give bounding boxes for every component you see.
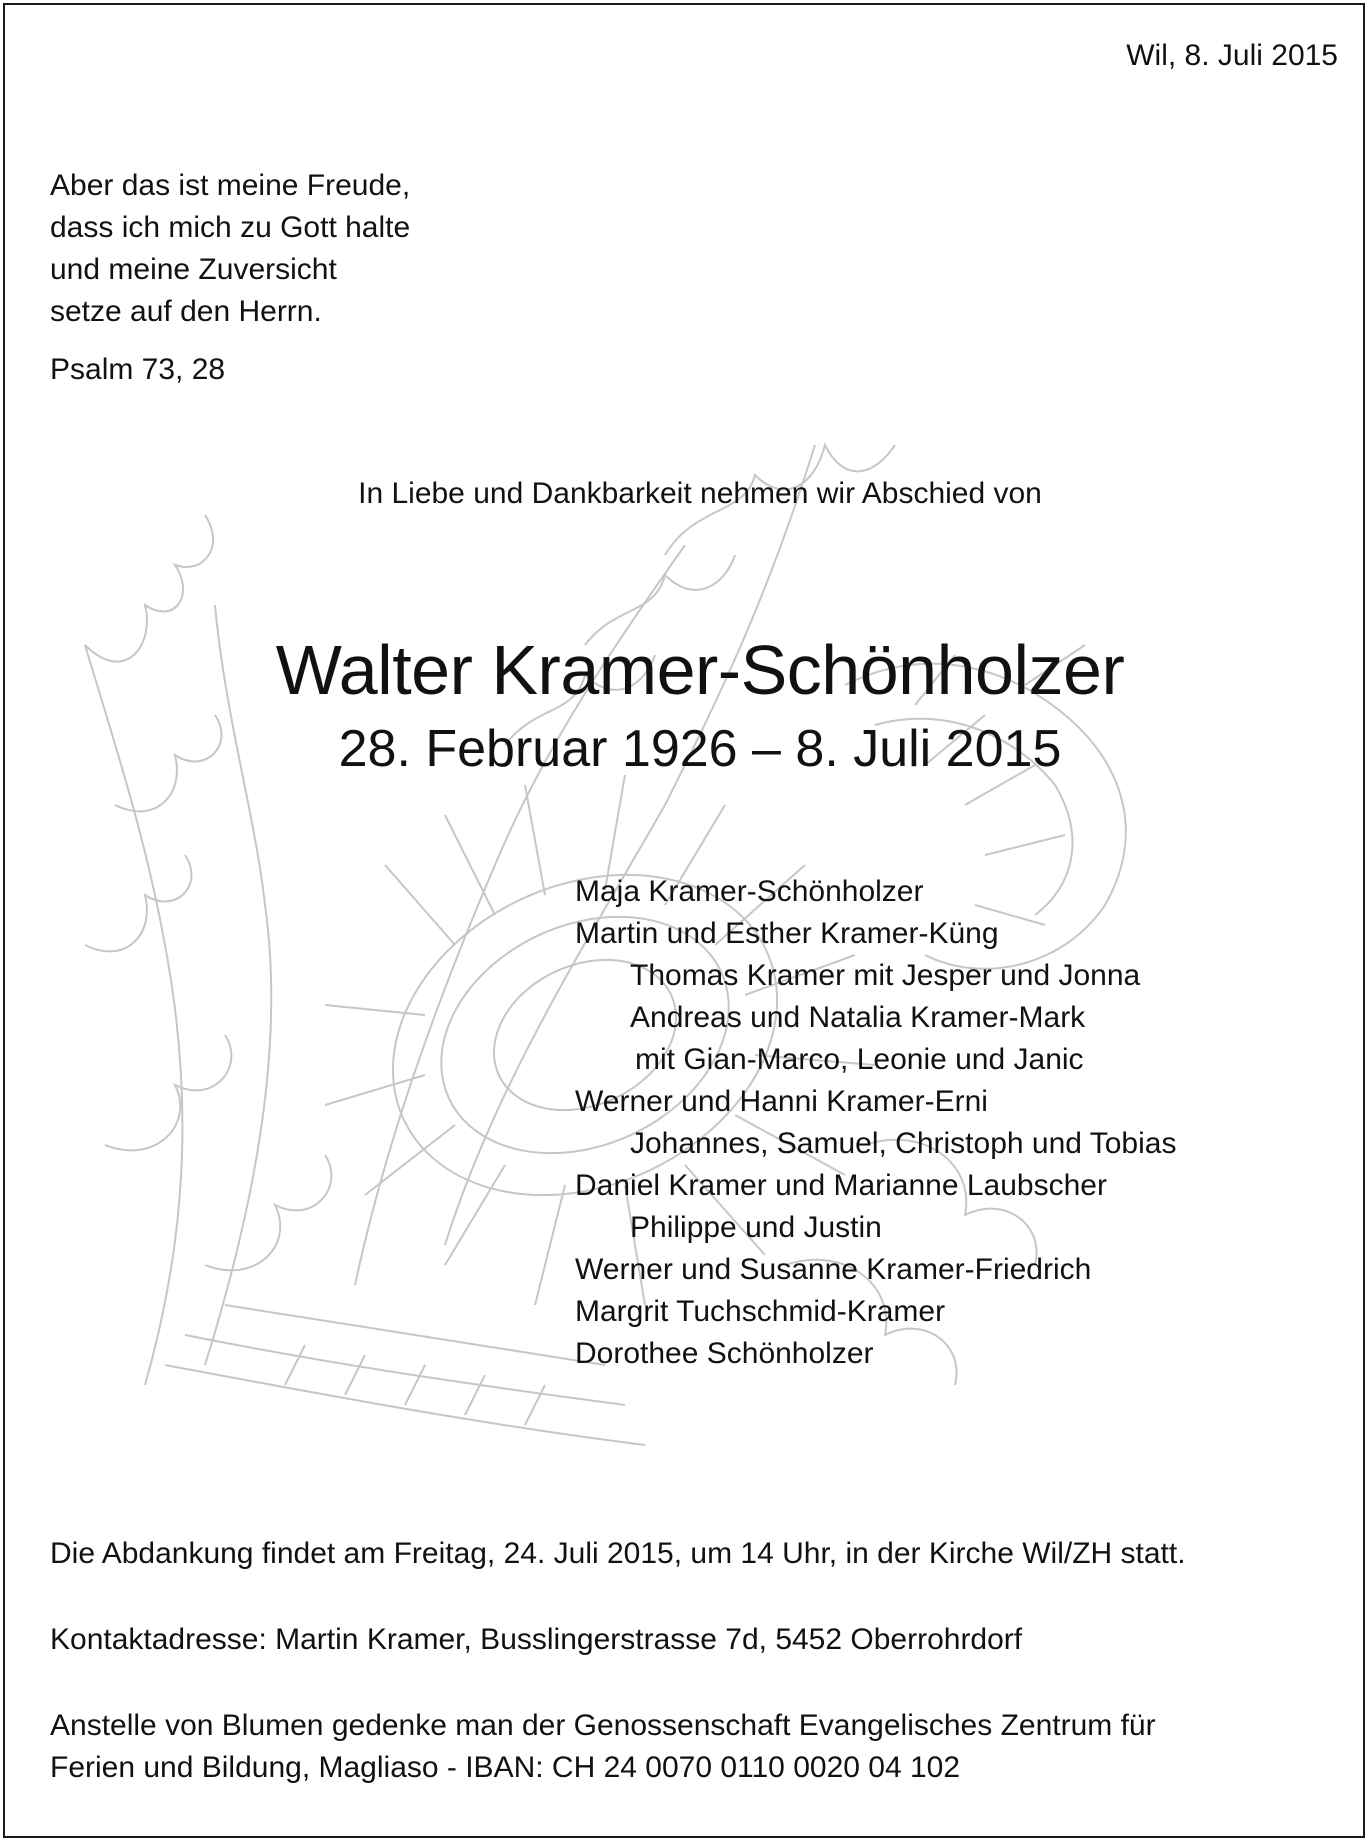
- deceased-name: Walter Kramer-Schönholzer: [275, 631, 1125, 709]
- obituary-notice: [3, 3, 1365, 1838]
- life-dates: 28. Februar 1926 – 8. Juli 2015: [338, 720, 1062, 778]
- mourner-entry: Margrit Tuchschmid-Kramer: [575, 1295, 946, 1328]
- mourner-entry: Martin und Esther Kramer-Küng: [575, 917, 999, 950]
- verse-line: setze auf den Herrn.: [50, 295, 322, 328]
- mourner-entry: Andreas und Natalia Kramer-Mark: [630, 1001, 1086, 1034]
- mourner-entry: Maja Kramer-Schönholzer: [575, 875, 924, 908]
- mourner-entry: Philippe und Justin: [630, 1211, 882, 1244]
- farewell-intro: In Liebe und Dankbarkeit nehmen wir Abschied von: [358, 477, 1042, 510]
- mourner-entry: Thomas Kramer mit Jesper und Jonna: [630, 959, 1141, 992]
- mourner-entry: Johannes, Samuel, Christoph und Tobias: [630, 1127, 1177, 1160]
- bible-verse: [50, 165, 410, 333]
- verse-line: dass ich mich zu Gott halte: [50, 211, 411, 244]
- mourner-entry: Werner und Hanni Kramer-Erni: [575, 1085, 988, 1118]
- contact-address: Kontaktadresse: Martin Kramer, Busslingerstrasse 7d, 5452 Oberrohrdorf: [50, 1623, 1023, 1656]
- mourner-entry: mit Gian-Marco, Leonie und Janic: [635, 1043, 1084, 1076]
- verse-line: Aber das ist meine Freude,: [50, 169, 411, 202]
- mourner-entry: Daniel Kramer und Marianne Laubscher: [575, 1169, 1107, 1202]
- mourner-entry: Werner und Susanne Kramer-Friedrich: [575, 1253, 1092, 1286]
- mourners-list: [575, 871, 1176, 1375]
- donation-info: Anstelle von Blumen gedenke man der Genossenschaft Evangelisches Zentrum für: [50, 1709, 1156, 1742]
- mourner-entry: Dorothee Schönholzer: [575, 1337, 874, 1370]
- verse-line: und meine Zuversicht: [50, 253, 337, 286]
- verse-reference: Psalm 73, 28: [50, 353, 226, 386]
- ceremony-info: Die Abdankung findet am Freitag, 24. Juli 2015, um 14 Uhr, in der Kirche Wil/ZH statt.: [50, 1537, 1186, 1570]
- place-date: Wil, 8. Juli 2015: [1126, 39, 1338, 72]
- donation-iban: Ferien und Bildung, Magliaso - IBAN: CH 24 0070 0110 0020 04 102: [50, 1751, 961, 1784]
